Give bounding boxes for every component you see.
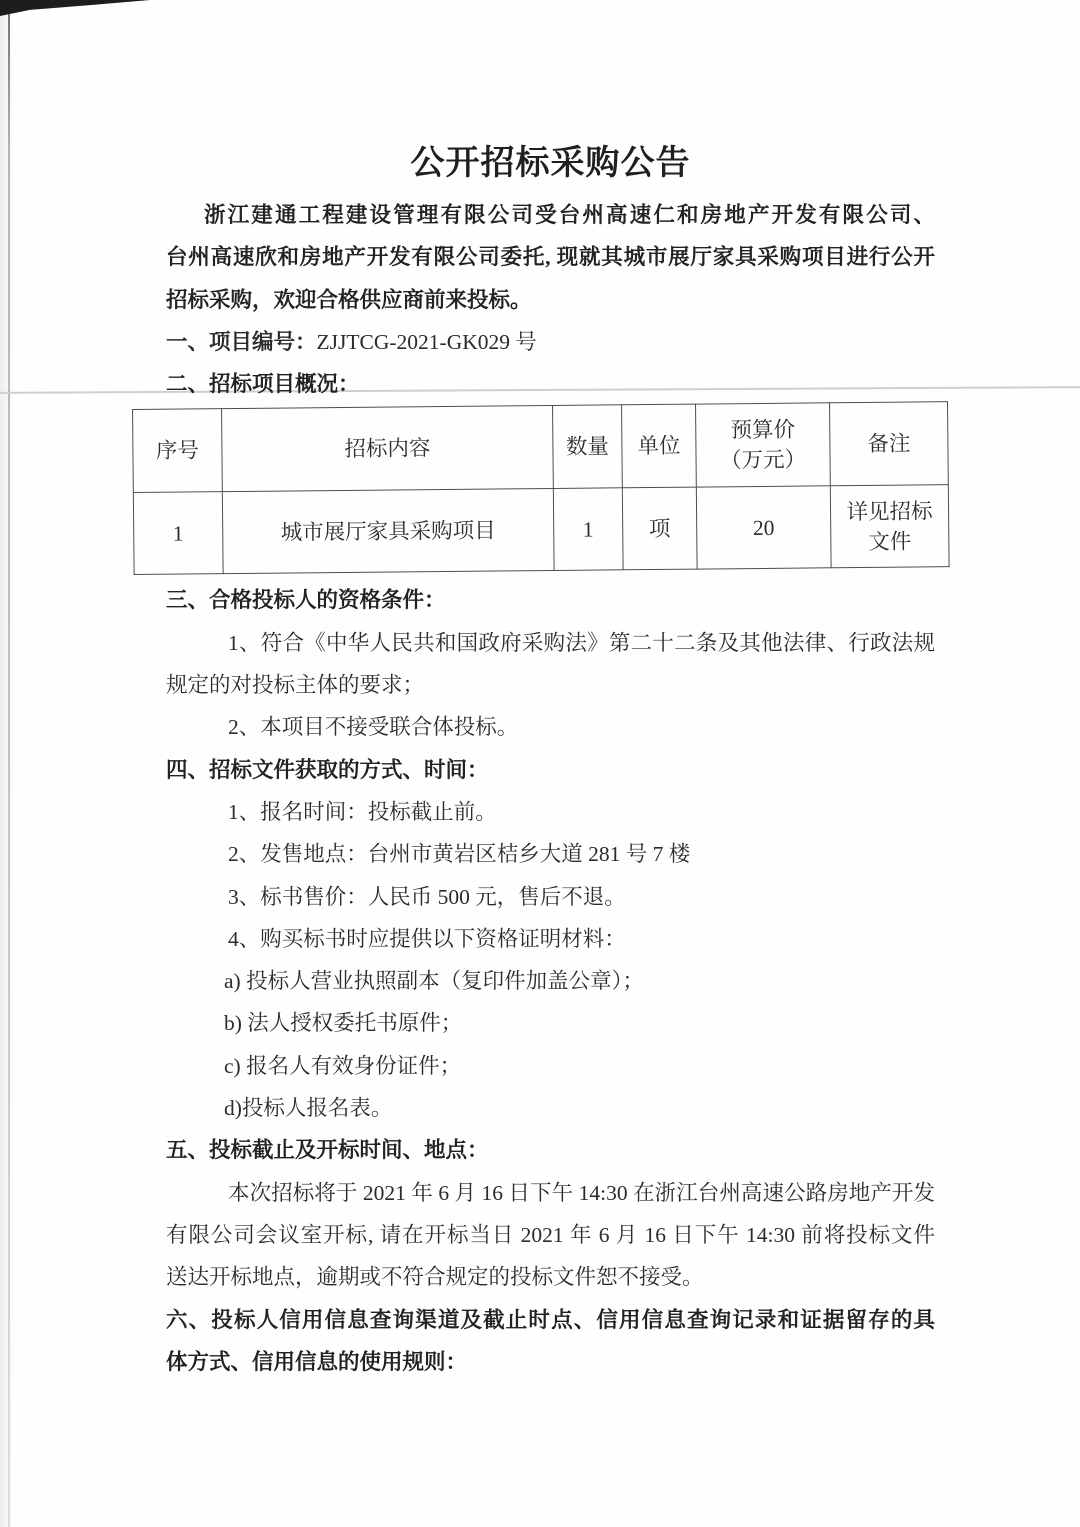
text-segment: 浙江建通工程建设管理有限公司受台州高速仁和房地产开发有限公司、 (204, 203, 935, 227)
text-segment: 3、标书售价：人民币 500 元，售后不退。 (228, 884, 626, 909)
table-cell: 详见招标 文件 (830, 485, 949, 568)
section-4-heading (166, 749, 935, 791)
text-segment: a) 投标人营业执照副本（复印件加盖公章）； (224, 969, 644, 994)
text-segment: b) 法人授权委托书原件； (224, 1011, 463, 1036)
section-3-item-2 (166, 706, 935, 748)
tender-overview-table (132, 402, 950, 576)
text-segment: ZJJTCG-2021-GK029 号 (316, 329, 537, 354)
text-segment: 二、招标项目概况： (166, 372, 360, 397)
intro-section (166, 194, 935, 405)
document-body (155, 140, 935, 1383)
text-segment: 有限公司会议室开标, 请在开标当日 2021 年 6 月 16 日下午 14:30 前将投标文件 (166, 1222, 935, 1247)
section-5-body-line-3 (166, 1256, 935, 1298)
text-segment: 1、报名时间：投标截止前。 (228, 799, 497, 824)
text-segment: 1、符合《中华人民共和国政府采购法》第二十二条及其他法律、行政法规 (228, 630, 935, 655)
text-segment: 三、合格投标人的资格条件： (166, 588, 446, 613)
table-body (133, 485, 949, 575)
text-segment: 4、购买标书时应提供以下资格证明材料： (228, 926, 626, 951)
section-4-item-4 (166, 918, 935, 960)
section-6-heading-line-1 (166, 1299, 935, 1341)
text-segment: c) 报名人有效身份证件； (224, 1053, 462, 1078)
section-4-item-3 (166, 876, 935, 918)
scan-corner-mark (0, 0, 150, 16)
text-segment: d)投标人报名表。 (224, 1096, 393, 1121)
section-4-item-1 (166, 791, 935, 833)
document-title: 公开招标采购公告 (410, 145, 691, 182)
intro-line-3 (166, 279, 935, 321)
table-row (133, 485, 949, 575)
table-cell: 项 (622, 488, 697, 571)
table-header-row (133, 402, 949, 493)
section-4-item-4b (166, 1002, 935, 1044)
section-5-heading (166, 1129, 935, 1171)
section-3-item-1-line-2 (166, 664, 935, 706)
text-segment: 招标采购，欢迎合格供应商前来投标。 (166, 287, 532, 312)
text-segment: 台州高速欣和房地产开发有限公司委托, 现就其城市展厅家具采购项目进行公开 (166, 245, 935, 270)
section-4-item-4a (166, 960, 935, 1002)
table-cell: 1 (553, 488, 623, 571)
column-header: 预算价 （万元） (696, 403, 831, 487)
text-segment: 一、项目编号： (166, 329, 317, 354)
text-segment: 六、投标人信用信息查询渠道及截止时点、信用信息查询记录和证据留存的具 (166, 1307, 935, 1332)
intro-line-2 (166, 236, 935, 278)
intro-line-1 (166, 194, 935, 236)
section-1-heading (166, 321, 935, 363)
text-segment: 本次招标将于 2021 年 6 月 16 日下午 14:30 在浙江台州高速公路房地产开发 (228, 1180, 935, 1205)
text-segment: 体方式、信用信息的使用规则： (166, 1349, 468, 1374)
text-segment: 规定的对投标主体的要求； (166, 673, 425, 698)
column-header: 单位 (622, 405, 697, 489)
main-sections (166, 579, 935, 1383)
text-segment: 2、本项目不接受联合体投标。 (228, 715, 519, 740)
text-segment: 五、投标截止及开标时间、地点： (166, 1138, 489, 1163)
scan-left-edge-shadow (0, 0, 14, 1527)
column-header: 备注 (830, 402, 949, 486)
table-cell: 城市展厅家具采购项目 (222, 489, 554, 574)
section-4-item-4c (166, 1045, 935, 1087)
table-cell: 20 (696, 486, 831, 569)
section-3-heading (166, 579, 935, 621)
section-4-item-2 (166, 833, 935, 875)
column-header: 序号 (133, 409, 223, 493)
section-3-item-1-line-1 (166, 622, 935, 664)
section-5-body-line-2 (166, 1214, 935, 1256)
section-5-body-line-1 (166, 1172, 935, 1214)
section-2-heading (166, 363, 935, 405)
text-segment: 四、招标文件获取的方式、时间： (166, 757, 489, 782)
text-segment: 2、发售地点：台州市黄岩区桔乡大道 281 号 7 楼 (228, 842, 691, 867)
text-segment: 送达开标地点，逾期或不符合规定的投标文件恕不接受。 (166, 1265, 704, 1290)
column-header: 招标内容 (222, 406, 554, 492)
table-cell: 1 (133, 492, 223, 575)
section-6-heading-line-2 (166, 1341, 935, 1383)
section-4-item-4d (166, 1087, 935, 1129)
column-header: 数量 (553, 405, 623, 489)
scan-left-edge-line (8, 0, 10, 1527)
